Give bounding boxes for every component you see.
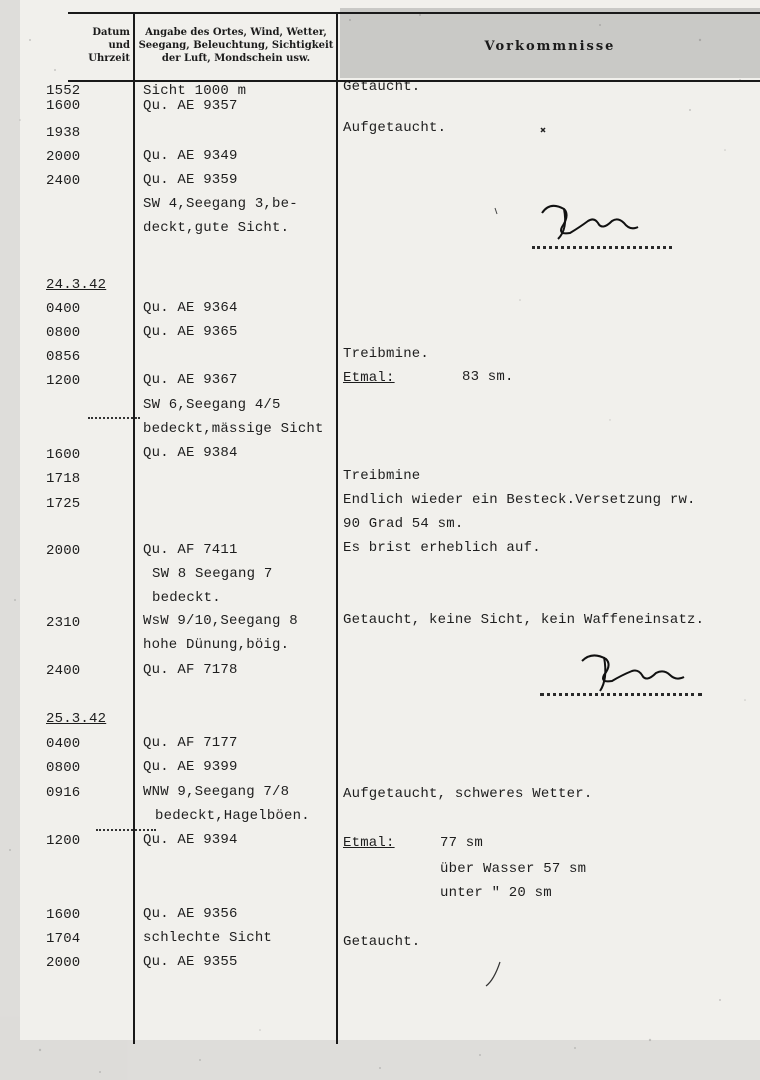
time-cell: 2310: [46, 615, 81, 631]
column-divider-1: [133, 14, 135, 1044]
date-heading: 25.3.42: [46, 711, 107, 727]
time-cell: 1552: [46, 83, 81, 99]
place-cell: Sicht 1000 m: [143, 83, 247, 99]
place-cell: Qu. AF 7177: [143, 735, 238, 751]
place-cell: Qu. AE 9394: [143, 832, 238, 848]
column-divider-2: [336, 14, 338, 1044]
time-cell: 0800: [46, 325, 81, 341]
time-cell: 2400: [46, 173, 81, 189]
place-cell: schlechte Sicht: [143, 930, 273, 946]
event-cell: Getaucht.: [343, 934, 421, 950]
time-cell: 1718: [46, 471, 81, 487]
signature-dotted-line: [540, 693, 702, 696]
place-cell: deckt,gute Sicht.: [143, 220, 290, 236]
place-cell: Qu. AE 9349: [143, 148, 238, 164]
event-cell: Es brist erheblich auf.: [343, 540, 541, 556]
time-cell: 0400: [46, 301, 81, 317]
top-border: [68, 12, 760, 14]
time-cell: 1200: [46, 833, 81, 849]
place-cell: Qu. AE 9365: [143, 324, 238, 340]
header-date-time: Datum und Uhrzeit: [88, 27, 130, 64]
event-cell: Aufgetaucht.: [343, 120, 447, 136]
event-cell: Treibmine.: [343, 346, 430, 362]
time-cell: 0916: [46, 785, 81, 801]
dotted-separator: [88, 417, 140, 419]
time-cell: 2000: [46, 955, 81, 971]
place-cell: bedeckt,mässige Sicht: [143, 421, 324, 437]
place-cell: bedeckt.: [152, 590, 221, 606]
place-cell: Qu. AF 7178: [143, 662, 238, 678]
etmal-label: Etmal:: [343, 370, 395, 386]
etmal-value: 77 sm: [440, 835, 484, 851]
place-cell: Qu. AE 9399: [143, 759, 238, 775]
time-cell: 2000: [46, 149, 81, 165]
place-cell: WNW 9,Seegang 7/8: [143, 784, 290, 800]
place-cell: Qu. AE 9355: [143, 954, 238, 970]
place-cell: SW 6,Seegang 4/5: [143, 397, 281, 413]
place-cell: bedeckt,Hagelböen.: [155, 808, 310, 824]
place-cell: Qu. AE 9357: [143, 98, 238, 114]
place-cell: Qu. AF 7411: [143, 542, 238, 558]
place-cell: SW 8 Seegang 7: [152, 566, 273, 582]
time-cell: 1600: [46, 98, 81, 114]
place-cell: Qu. AE 9364: [143, 300, 238, 316]
header-location-weather: Angabe des Ortes, Wind, Wetter, Seegang, Beleuchtung, Sichtigkeit der Luft, Mondschein usw.: [138, 27, 334, 64]
signature-dotted-line: [532, 246, 672, 249]
time-cell: 0856: [46, 349, 81, 365]
event-cell: Endlich wieder ein Besteck.Versetzung rw.: [343, 492, 696, 508]
time-cell: 1704: [46, 931, 81, 947]
etmal-label: Etmal:: [343, 835, 395, 851]
event-cell: Treibmine: [343, 468, 421, 484]
etmal-value: unter " 20 sm: [440, 885, 552, 901]
place-cell: WsW 9/10,Seegang 8: [143, 613, 298, 629]
place-cell: Qu. AE 9384: [143, 445, 238, 461]
date-heading: 24.3.42: [46, 277, 107, 293]
time-cell: 2000: [46, 543, 81, 559]
event-cell: Getaucht.: [343, 79, 421, 95]
etmal-value: 83 sm.: [462, 369, 514, 385]
time-cell: 0800: [46, 760, 81, 776]
time-cell: 1725: [46, 496, 81, 512]
place-cell: hohe Dünung,böig.: [143, 637, 290, 653]
time-cell: 1600: [46, 907, 81, 923]
place-cell: SW 4,Seegang 3,be-: [143, 196, 298, 212]
place-cell: Qu. AE 9367: [143, 372, 238, 388]
time-cell: 1600: [46, 447, 81, 463]
time-cell: 1938: [46, 125, 81, 141]
event-cell: Getaucht, keine Sicht, kein Waffeneinsatz.: [343, 612, 705, 628]
time-cell: 0400: [46, 736, 81, 752]
place-cell: Qu. AE 9359: [143, 172, 238, 188]
event-cell: 90 Grad 54 sm.: [343, 516, 464, 532]
place-cell: Qu. AE 9356: [143, 906, 238, 922]
time-cell: 1200: [46, 373, 81, 389]
header-events: Vorkommnisse: [484, 39, 616, 54]
event-cell: Aufgetaucht, schweres Wetter.: [343, 786, 593, 802]
etmal-value: über Wasser 57 sm: [440, 861, 587, 877]
signature-mark: [572, 645, 712, 705]
time-cell: 2400: [46, 663, 81, 679]
